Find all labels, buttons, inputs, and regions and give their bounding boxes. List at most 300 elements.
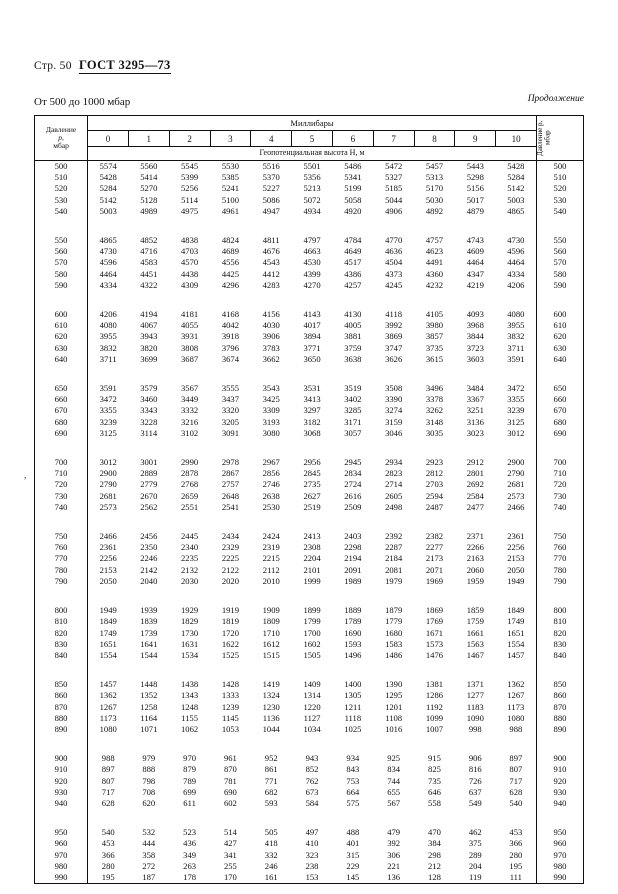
row-label-pressure-right: 590 [537,280,584,291]
cell-height: 2967 [262,457,280,468]
cell-height: 1720 [221,627,239,638]
cell-height: 1749 [507,616,525,627]
row-label-pressure: 500 [35,161,88,173]
cell-height: 934 [346,753,360,764]
cell-height: 1044 [262,723,280,734]
cell-height: 2703 [425,479,444,490]
row-label-pressure-right: 520 [537,183,584,194]
table-row [35,257,584,268]
cell-height: 3820 [140,342,158,353]
cell-height: 3711 [99,353,117,364]
cell-height: 690 [223,786,237,797]
margin-mark: , [24,470,27,480]
cell-height: 427 [223,838,237,849]
cell-height: 1324 [262,690,280,701]
block-spacer [128,217,169,235]
cell-height: 1080 [99,723,117,734]
cell-height: 3035 [425,427,444,438]
cell-height: 1700 [303,627,321,638]
cell-height: 1759 [466,616,484,627]
cell-height: 2434 [221,531,239,542]
row-label-pressure: 780 [35,565,88,576]
block-spacer [414,439,455,457]
block-spacer [332,291,373,309]
block-spacer [251,809,292,827]
row-label-pressure-right: 890 [537,724,584,735]
cell-height: 1949 [99,605,117,616]
cell-height: 4360 [425,268,444,279]
cell-height: 128 [428,871,441,882]
cell-height: 5241 [221,183,239,194]
cell-height: 3747 [385,342,403,353]
cell-height: 153 [305,871,319,882]
cell-height: 2648 [221,490,239,501]
block-spacer [537,661,584,679]
row-label-pressure: 590 [35,280,88,291]
row-label-pressure: 970 [35,850,88,861]
block-spacer [496,513,537,531]
cell-height: 1859 [466,605,484,616]
table-row [35,331,584,342]
cell-height: 221 [387,860,401,871]
cell-height: 4017 [303,320,321,331]
cell-height: 3735 [425,342,444,353]
cell-height: 2466 [99,531,117,542]
cell-height: 436 [183,838,197,849]
continued-label: Продолжение [527,94,584,104]
cell-height: 1409 [303,679,321,690]
cell-height: 3723 [466,342,484,353]
row-label-pressure-right: 840 [537,650,584,661]
row-label-pressure-right: 930 [537,787,584,798]
cell-height: 3894 [303,331,321,342]
cell-height: 1201 [385,701,403,712]
cell-height: 4143 [303,309,321,320]
row-label-pressure-right: 980 [537,861,584,872]
cell-height: 1849 [99,616,117,627]
table-row [35,206,584,217]
cell-height: 1622 [221,638,239,649]
cell-height: 1034 [303,723,321,734]
corner-right-text: Давление p, мбар [536,120,552,156]
page-header [34,58,171,73]
cell-height: 2308 [303,542,321,553]
table-row [35,650,584,661]
row-label-pressure: 910 [35,764,88,775]
cell-height: 2194 [344,553,362,564]
block-spacer [537,439,584,457]
cell-height: 2812 [425,468,444,479]
cell-height: 1239 [221,701,239,712]
row-label-pressure-right: 580 [537,269,584,280]
cell-height: 3102 [181,427,199,438]
block-spacer [128,661,169,679]
row-label-pressure: 980 [35,861,88,872]
cell-height: 1929 [181,605,199,616]
row-label-pressure: 950 [35,827,88,838]
cell-height: 5530 [221,161,239,171]
cell-height: 3955 [99,331,117,342]
row-label-pressure-right: 950 [537,827,584,838]
cell-height: 5114 [181,194,199,205]
cell-height: 3228 [140,416,158,427]
cell-height: 1457 [99,679,117,690]
cell-height: 3171 [344,416,362,427]
cell-height: 1362 [99,690,117,701]
table-row [35,491,584,502]
cell-height: 4596 [99,257,117,268]
cell-height: 2714 [385,479,403,490]
cell-height: 3472 [507,383,525,394]
block-spacer [373,513,414,531]
table-row [35,394,584,405]
block-spacer [414,809,455,827]
row-label-pressure: 650 [35,383,88,394]
cell-height: 315 [346,849,360,860]
cell-height: 4168 [221,309,239,320]
cell-height: 925 [387,753,401,764]
cell-height: 2060 [466,564,484,575]
cell-height: 4824 [221,235,239,246]
block-spacer [88,661,129,679]
cell-height: 5199 [344,183,362,194]
table-row [35,235,584,246]
table-row [35,280,584,291]
cell-height: 4676 [262,246,280,257]
row-label-pressure: 710 [35,468,88,479]
cell-height: 753 [346,775,360,786]
cell-height: 682 [264,786,278,797]
cell-height: 4347 [466,268,484,279]
cell-height: 3239 [99,416,117,427]
cell-height: 2256 [99,553,117,564]
cell-height: 3136 [466,416,484,427]
cell-height: 1819 [221,616,239,627]
cell-height: 2923 [425,457,444,468]
row-label-pressure-right: 660 [537,394,584,405]
row-label-pressure: 660 [35,394,88,405]
cell-height: 611 [183,797,196,808]
cell-height: 2790 [507,468,525,479]
cell-height: 852 [305,764,319,775]
table-row [35,246,584,257]
cell-height: 5356 [303,172,321,183]
cell-height: 2519 [303,501,321,512]
block-spacer [455,513,496,531]
table-row [35,553,584,564]
cell-height: 4596 [507,246,525,257]
cell-height: 807 [509,764,523,775]
cell-height: 4663 [303,246,321,257]
block-spacer [128,291,169,309]
cell-height: 1661 [466,627,484,638]
cell-height: 4373 [385,268,403,279]
cell-height: 384 [428,838,441,849]
cell-height: 2573 [99,501,117,512]
cell-height: 1286 [425,690,444,701]
table-bottom-edge [128,884,169,885]
table-row [35,183,584,194]
cell-height: 2584 [466,490,484,501]
row-label-pressure-right: 910 [537,764,584,775]
row-label-pressure: 840 [35,650,88,661]
block-spacer [35,809,88,827]
table-row [35,850,584,861]
cell-height: 2638 [262,490,280,501]
corner-left-line: p, [58,132,64,142]
column-header-1: 1 [128,131,169,147]
row-label-pressure-right: 510 [537,172,584,183]
cell-height: 888 [142,764,156,775]
cell-height: 1839 [140,616,158,627]
cell-height: 1612 [262,638,280,649]
cell-height: 2020 [221,575,239,586]
cell-height: 3193 [262,416,280,427]
cell-height: 5472 [385,161,403,171]
row-label-pressure-right: 690 [537,428,584,439]
cell-height: 2287 [385,542,403,553]
cell-height: 906 [468,753,482,764]
cell-height: 2142 [140,564,158,575]
row-label-pressure: 890 [35,724,88,735]
block-spacer [128,439,169,457]
cell-height: 1739 [140,627,158,638]
cell-height: 1467 [466,649,484,660]
block-spacer [455,439,496,457]
cell-height: 915 [428,753,441,764]
cell-height: 4879 [466,205,484,216]
row-label-pressure: 930 [35,787,88,798]
cell-height: 4386 [344,268,362,279]
cell-height: 3496 [425,383,444,394]
cell-height: 540 [101,827,115,838]
cell-height: 2153 [507,553,525,564]
cell-height: 2757 [221,479,239,490]
row-label-pressure-right: 870 [537,702,584,713]
cell-height: 2298 [344,542,362,553]
cell-height: 1583 [385,638,403,649]
cell-height: 3508 [385,383,403,394]
cell-height: 708 [142,786,156,797]
cell-height: 3603 [466,353,484,364]
cell-height: 4283 [262,279,280,290]
row-label-pressure-right: 770 [537,553,584,564]
row-label-pressure-right: 540 [537,206,584,217]
cell-height: 3148 [425,416,444,427]
cell-height: 4583 [140,257,158,268]
row-label-pressure-right: 720 [537,479,584,490]
cell-height: 2978 [221,457,239,468]
cell-height: 323 [305,849,319,860]
block-spacer [414,365,455,383]
cell-height: 558 [428,797,441,808]
row-label-pressure-right: 860 [537,690,584,701]
cell-height: 3449 [181,394,199,405]
cell-height: 1899 [303,605,321,616]
cell-height: 2050 [507,564,525,575]
row-label-pressure: 880 [35,713,88,724]
cell-height: 1007 [425,723,444,734]
cell-height: 3783 [262,342,280,353]
cell-height: 5545 [181,161,199,171]
cell-height: 1631 [181,638,199,649]
cell-height: 1108 [385,712,403,723]
cell-height: 979 [142,753,156,764]
cell-height: 771 [264,775,278,786]
cell-height: 807 [101,775,115,786]
cell-height: 418 [264,838,278,849]
cell-height: 1602 [303,638,321,649]
standard-label: ГОСТ 3295—73 [78,58,171,72]
cell-height: 2746 [262,479,280,490]
row-label-pressure: 940 [35,798,88,809]
cell-height: 3114 [140,427,158,438]
cell-height: 5185 [385,183,403,194]
cell-height: 5156 [466,183,484,194]
cell-height: 1959 [466,575,484,586]
table-row [35,605,584,616]
cell-height: 4464 [99,268,117,279]
block-spacer [251,365,292,383]
cell-height: 2724 [344,479,362,490]
cell-height: 195 [101,871,115,882]
cell-height: 3626 [385,353,403,364]
cell-height: 3650 [303,353,321,364]
cell-height: 2235 [181,553,199,564]
cell-height: 263 [183,860,197,871]
cell-height: 1333 [221,690,239,701]
table-row [35,628,584,639]
cell-height: 3567 [181,383,199,394]
table-row [35,417,584,428]
cell-height: 4270 [303,279,321,290]
cell-height: 204 [468,860,482,871]
cell-height: 3943 [140,331,158,342]
page-number-label: Стр. 50 [34,60,72,72]
cell-height: 3918 [221,331,239,342]
cell-height: 1155 [181,712,199,723]
cell-height: 3355 [507,394,525,405]
cell-height: 4838 [181,235,199,246]
row-label-pressure: 530 [35,195,88,206]
cell-height: 1267 [507,690,525,701]
cell-height: 943 [305,753,319,764]
cell-height: 1448 [140,679,158,690]
cell-height: 1419 [262,679,280,690]
cell-height: 470 [428,827,441,838]
cell-height: 2071 [425,564,444,575]
cell-height: 178 [183,871,197,882]
cell-height: 3591 [99,383,117,394]
cell-height: 5443 [466,161,484,171]
block-spacer [251,513,292,531]
cell-height: 879 [183,764,197,775]
cell-height: 5560 [140,161,158,171]
cell-height: 4491 [425,257,444,268]
cell-height: 4689 [221,246,239,257]
cell-height: 2319 [262,542,280,553]
row-label-pressure: 830 [35,639,88,650]
cell-height: 1671 [425,627,444,638]
cell-height: 453 [509,827,523,838]
block-spacer [332,439,373,457]
row-label-pressure-right: 500 [537,161,584,173]
cell-height: 255 [223,860,237,871]
cell-height: 1457 [507,649,525,660]
table-row [35,383,584,394]
cell-height: 2081 [385,564,403,575]
cell-height: 1710 [262,627,280,638]
row-label-pressure: 600 [35,309,88,320]
cell-height: 272 [142,860,156,871]
row-label-pressure: 540 [35,206,88,217]
cell-height: 4334 [99,279,117,290]
cell-height: 2456 [140,531,158,542]
cell-height: 4716 [140,246,158,257]
cell-height: 1749 [99,627,117,638]
cell-height: 505 [264,827,278,838]
block-spacer [88,217,129,235]
cell-height: 3808 [181,342,199,353]
cell-height: 2184 [385,553,403,564]
cell-height: 1230 [262,701,280,712]
cell-height: 1267 [99,701,117,712]
block-spacer [251,217,292,235]
table-row [35,838,584,849]
cell-height: 4770 [385,235,403,246]
cell-height: 1438 [181,679,199,690]
block-spacer [332,809,373,827]
cell-height: 3931 [181,331,199,342]
cell-height: 3355 [99,405,117,416]
row-label-pressure: 900 [35,753,88,764]
cell-height: 1554 [99,649,117,660]
block-spacer [251,291,292,309]
block-spacer [35,735,88,753]
cell-height: 3068 [303,427,321,438]
row-label-pressure-right: 920 [537,776,584,787]
cell-height: 119 [468,871,482,882]
cell-height: 5170 [425,183,444,194]
cell-height: 593 [264,797,278,808]
cell-height: 1515 [262,649,280,660]
cell-height: 897 [101,764,115,775]
cell-height: 5003 [99,205,117,216]
block-spacer [210,661,251,679]
cell-height: 2670 [140,490,158,501]
cell-height: 4743 [466,235,484,246]
cell-height: 4464 [507,257,525,268]
cell-height: 1979 [385,575,403,586]
cell-height: 5574 [99,161,117,171]
table-row [35,172,584,183]
cell-height: 2530 [262,501,280,512]
cell-height: 3759 [344,342,362,353]
cell-height: 655 [387,786,401,797]
cell-height: 664 [346,786,360,797]
cell-height: 3869 [385,331,403,342]
table-bottom-edge [292,884,333,885]
cell-height: 3832 [507,331,525,342]
cell-height: 1573 [425,638,444,649]
row-label-pressure: 630 [35,343,88,354]
block-spacer [373,439,414,457]
cell-height: 4543 [262,257,280,268]
table-row [35,753,584,764]
block-spacer [169,439,210,457]
row-label-pressure: 760 [35,542,88,553]
table-row [35,428,584,439]
